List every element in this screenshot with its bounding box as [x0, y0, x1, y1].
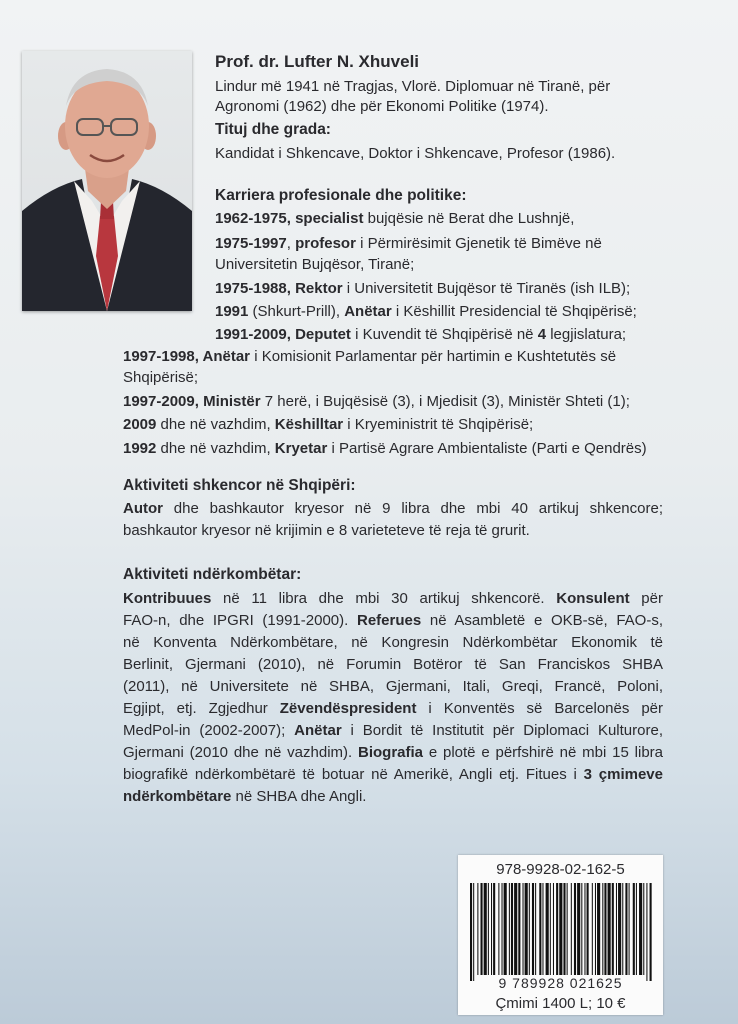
international-line: ndërkombëtare në SHBA dhe Angli.	[123, 788, 367, 805]
international-line: biografikë ndërkombëtarë të botuar në Amerikë, Angli etj. Fitues i 3 çmimeve	[123, 766, 663, 783]
author-name: Prof. dr. Lufter N. Xhuveli	[215, 52, 420, 71]
career-line: 1992 dhe në vazhdim, Kryetar i Partisë Agrare Ambientaliste (Parti e Qendrës)	[123, 440, 647, 457]
international-line: në Konventa Ndërkombëtare, në Kongresin Ndërkombëtar Ekonomik të	[123, 634, 663, 651]
career-line: 1991-2009, Deputet i Kuvendit të Shqipërisë në 4 legjislatura;	[215, 326, 627, 343]
career-line: 1997-1998, Anëtar i Komisionit Parlamentar për hartimin e Kushtetutës së	[123, 348, 617, 365]
career-line: 1997-2009, Ministër 7 herë, i Bujqësisë (3), i Mjedisit (3), Ministër Shteti (1);	[123, 393, 630, 410]
barcode-digits: 9 789928 021625	[498, 975, 623, 991]
price-label: Çmimi 1400 L; 10 €	[495, 995, 626, 1012]
international-heading: Aktiviteti ndërkombëtar:	[123, 566, 302, 583]
career-heading: Karriera profesionale dhe politike:	[215, 187, 467, 204]
career-line: 1975-1988, Rektor i Universitetit Bujqësor të Tiranës (ish ILB);	[215, 280, 631, 297]
barcode-icon	[458, 883, 663, 983]
science-line: Autor dhe bashkautor kryesor në 9 libra dhe mbi 40 artikuj shkencore;	[123, 500, 663, 517]
author-portrait	[22, 51, 192, 311]
career-line: 1962-1975, specialist bujqësie në Berat dhe Lushnjë,	[215, 210, 575, 227]
titles-text: Kandidat i Shkencave, Doktor i Shkencave, Profesor (1986).	[215, 145, 616, 162]
science-heading: Aktiviteti shkencor në Shqipëri:	[123, 477, 356, 494]
science-line: bashkautor kryesor në krijimin e 8 varieteteve të reja të grurit.	[123, 522, 530, 539]
barcode-panel	[458, 855, 663, 1015]
portrait-illustration	[22, 51, 192, 311]
bio-line: Agronomi (1962) dhe për Ekonomi Politike (1974).	[215, 98, 549, 115]
bio-line: Lindur më 1941 në Tragjas, Vlorë. Diplomuar në Tiranë, për	[215, 78, 611, 95]
international-line: MedPol-in (2002-2007); Anëtar i Bordit të Institutit për Diplomaci Kulturore,	[123, 722, 663, 739]
career-line: 2009 dhe në vazhdim, Këshilltar i Kryeministrit të Shqipërisë;	[123, 416, 534, 433]
international-line: Berlinit, Gjermani (2010), në Forumin Botëror të San Franciskos SHBA	[123, 656, 663, 673]
career-line: Universitetin Bujqësor, Tiranë;	[215, 256, 415, 273]
international-line: Gjermani (2010 dhe në vazhdim). Biografia e plotë e përfshirë në mbi 15 libra	[123, 744, 663, 761]
international-line: Egjipt, etj. Zgjedhur Zëvendëspresident i Konventës së Barcelonës për	[123, 700, 663, 717]
international-line: (2011), në Universitete në SHBA, Gjermani, Itali, Greqi, Francë, Poloni,	[123, 678, 663, 695]
isbn-number: 978-9928-02-162-5	[496, 861, 625, 878]
career-line: 1975-1997, profesor i Përmirësimit Gjenetik të Bimëve në	[215, 235, 602, 252]
career-line: Shqipërisë;	[123, 369, 199, 386]
international-line: Kontribuues në 11 libra dhe mbi 30 artikuj shkencorë. Konsulent për	[123, 590, 663, 607]
titles-heading: Tituj dhe grada:	[215, 121, 331, 138]
career-line: 1991 (Shkurt-Prill), Anëtar i Këshillit Presidencial të Shqipërisë;	[215, 303, 637, 320]
international-line: FAO-n, dhe IPGRI (1991-2000). Referues në Asambletë e OKB-së, FAO-s,	[123, 612, 663, 629]
